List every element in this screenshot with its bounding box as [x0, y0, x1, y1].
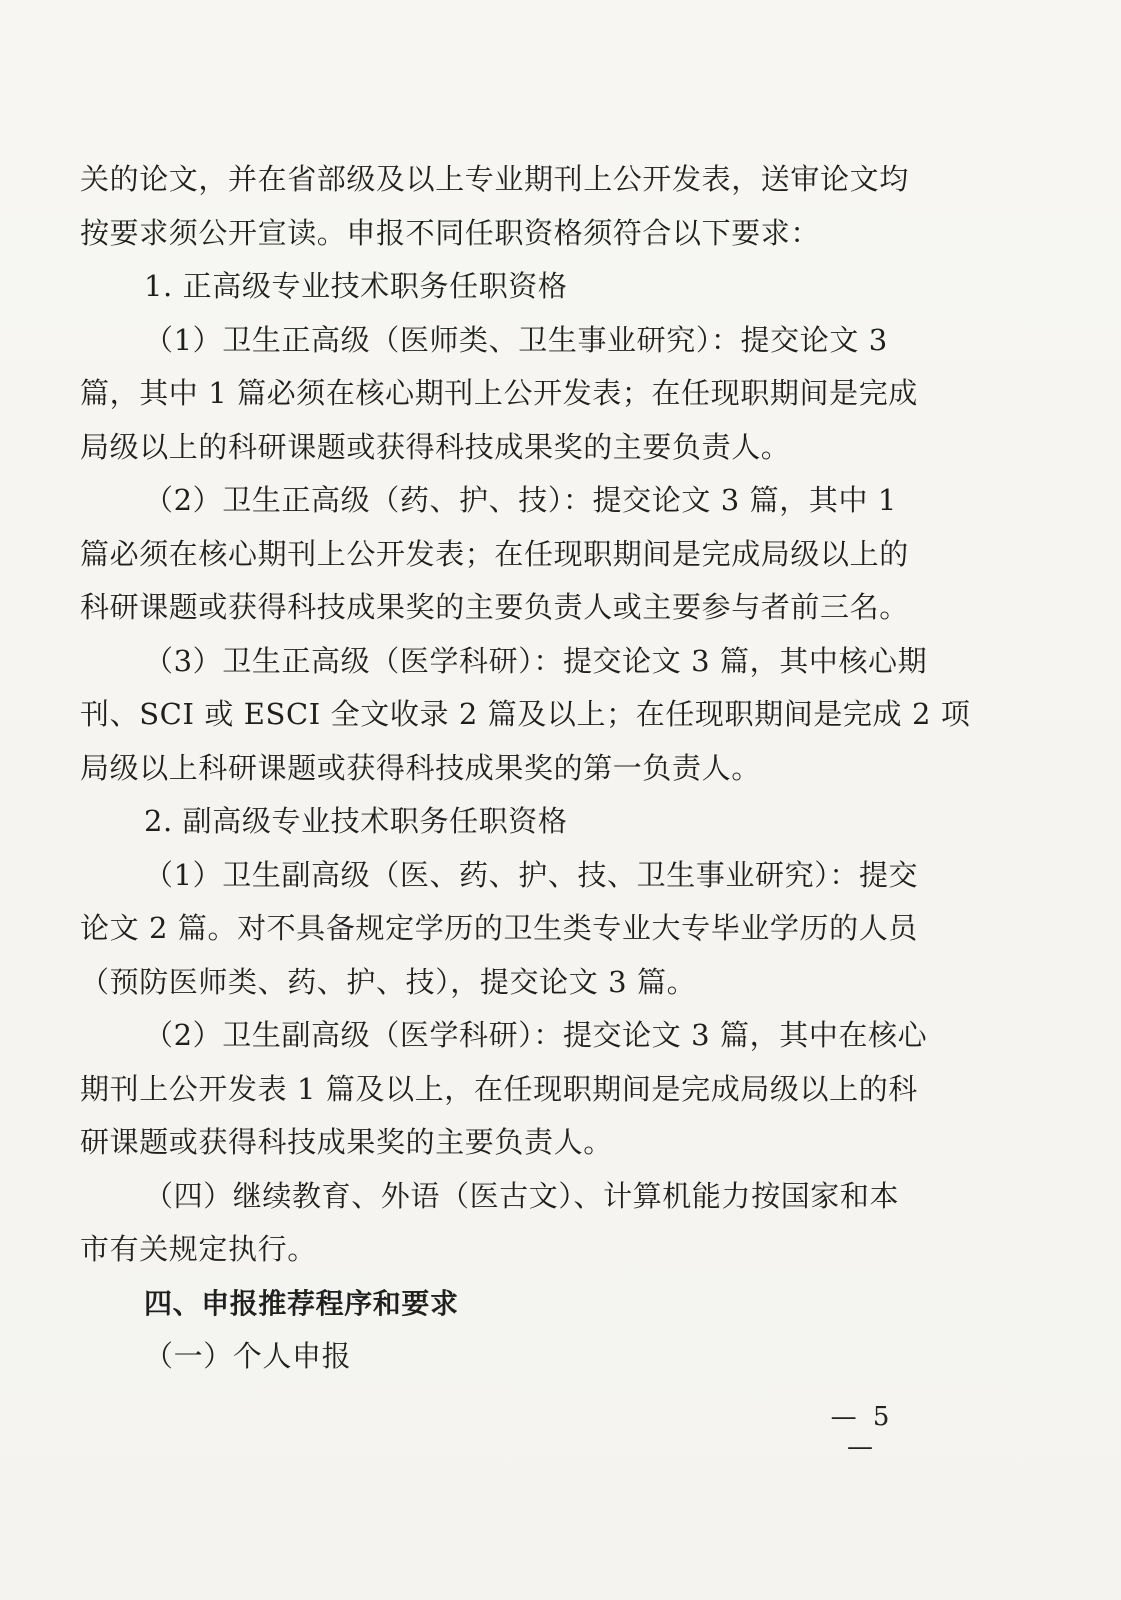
paragraph-line: 研课题或获得科技成果奖的主要负责人。 — [80, 1125, 613, 1159]
document-body — [80, 153, 971, 1384]
paragraph-line: 刊、SCI 或 ESCI 全文收录 2 篇及以上；在任现职期间是完成 2 项 — [80, 697, 971, 731]
paragraph-line: （四）继续教育、外语（医古文）、计算机能力按国家和本 — [144, 1178, 900, 1213]
paragraph-line: （1）卫生副高级（医、药、护、技、卫生事业研究）：提交 — [144, 857, 919, 892]
paragraph-line: （预防医师类、药、护、技），提交论文 3 篇。 — [80, 964, 697, 999]
paragraph-line: （1）卫生正高级（医师类、卫生事业研究）：提交论文 3 — [144, 322, 888, 357]
page-number: — 5 — — [830, 1402, 894, 1462]
paragraph-line: 篇必须在核心期刊上公开发表；在任现职期间是完成局级以上的 — [80, 536, 909, 571]
paragraph-line: 局级以上科研课题或获得科技成果奖的第一负责人。 — [80, 750, 761, 785]
paragraph-line: 按要求须公开宣读。申报不同任职资格须符合以下要求： — [80, 215, 821, 250]
section-title-associate: 2. 副高级专业技术职务任职资格 — [144, 804, 568, 838]
paragraph-line: （3）卫生正高级（医学科研）：提交论文 3 篇，其中核心期 — [144, 643, 928, 678]
section-title-senior: 1. 正高级专业技术职务任职资格 — [144, 269, 568, 303]
paragraph-line: 篇，其中 1 篇必须在核心期刊上公开发表；在任现职期间是完成 — [80, 376, 918, 410]
subsection-heading: （一）个人申报 — [144, 1339, 352, 1373]
paragraph-line: 关的论文，并在省部级及以上专业期刊上公开发表，送审论文均 — [80, 162, 909, 196]
paragraph-line: 科研课题或获得科技成果奖的主要负责人或主要参与者前三名。 — [80, 590, 909, 624]
paragraph-line: 局级以上的科研课题或获得科技成果奖的主要负责人。 — [80, 429, 791, 464]
paragraph-line: （2）卫生正高级（药、护、技）：提交论文 3 篇，其中 1 — [144, 483, 897, 517]
section-heading: 四、申报推荐程序和要求 — [144, 1286, 459, 1320]
paragraph-line: 市有关规定执行。 — [80, 1232, 317, 1266]
paragraph-line: 论文 2 篇。对不具备规定学历的卫生类专业大专毕业学历的人员 — [80, 911, 918, 945]
paragraph-line: 期刊上公开发表 1 篇及以上，在任现职期间是完成局级以上的科 — [80, 1071, 918, 1106]
paragraph-line: （2）卫生副高级（医学科研）：提交论文 3 篇，其中在核心 — [144, 1018, 928, 1052]
